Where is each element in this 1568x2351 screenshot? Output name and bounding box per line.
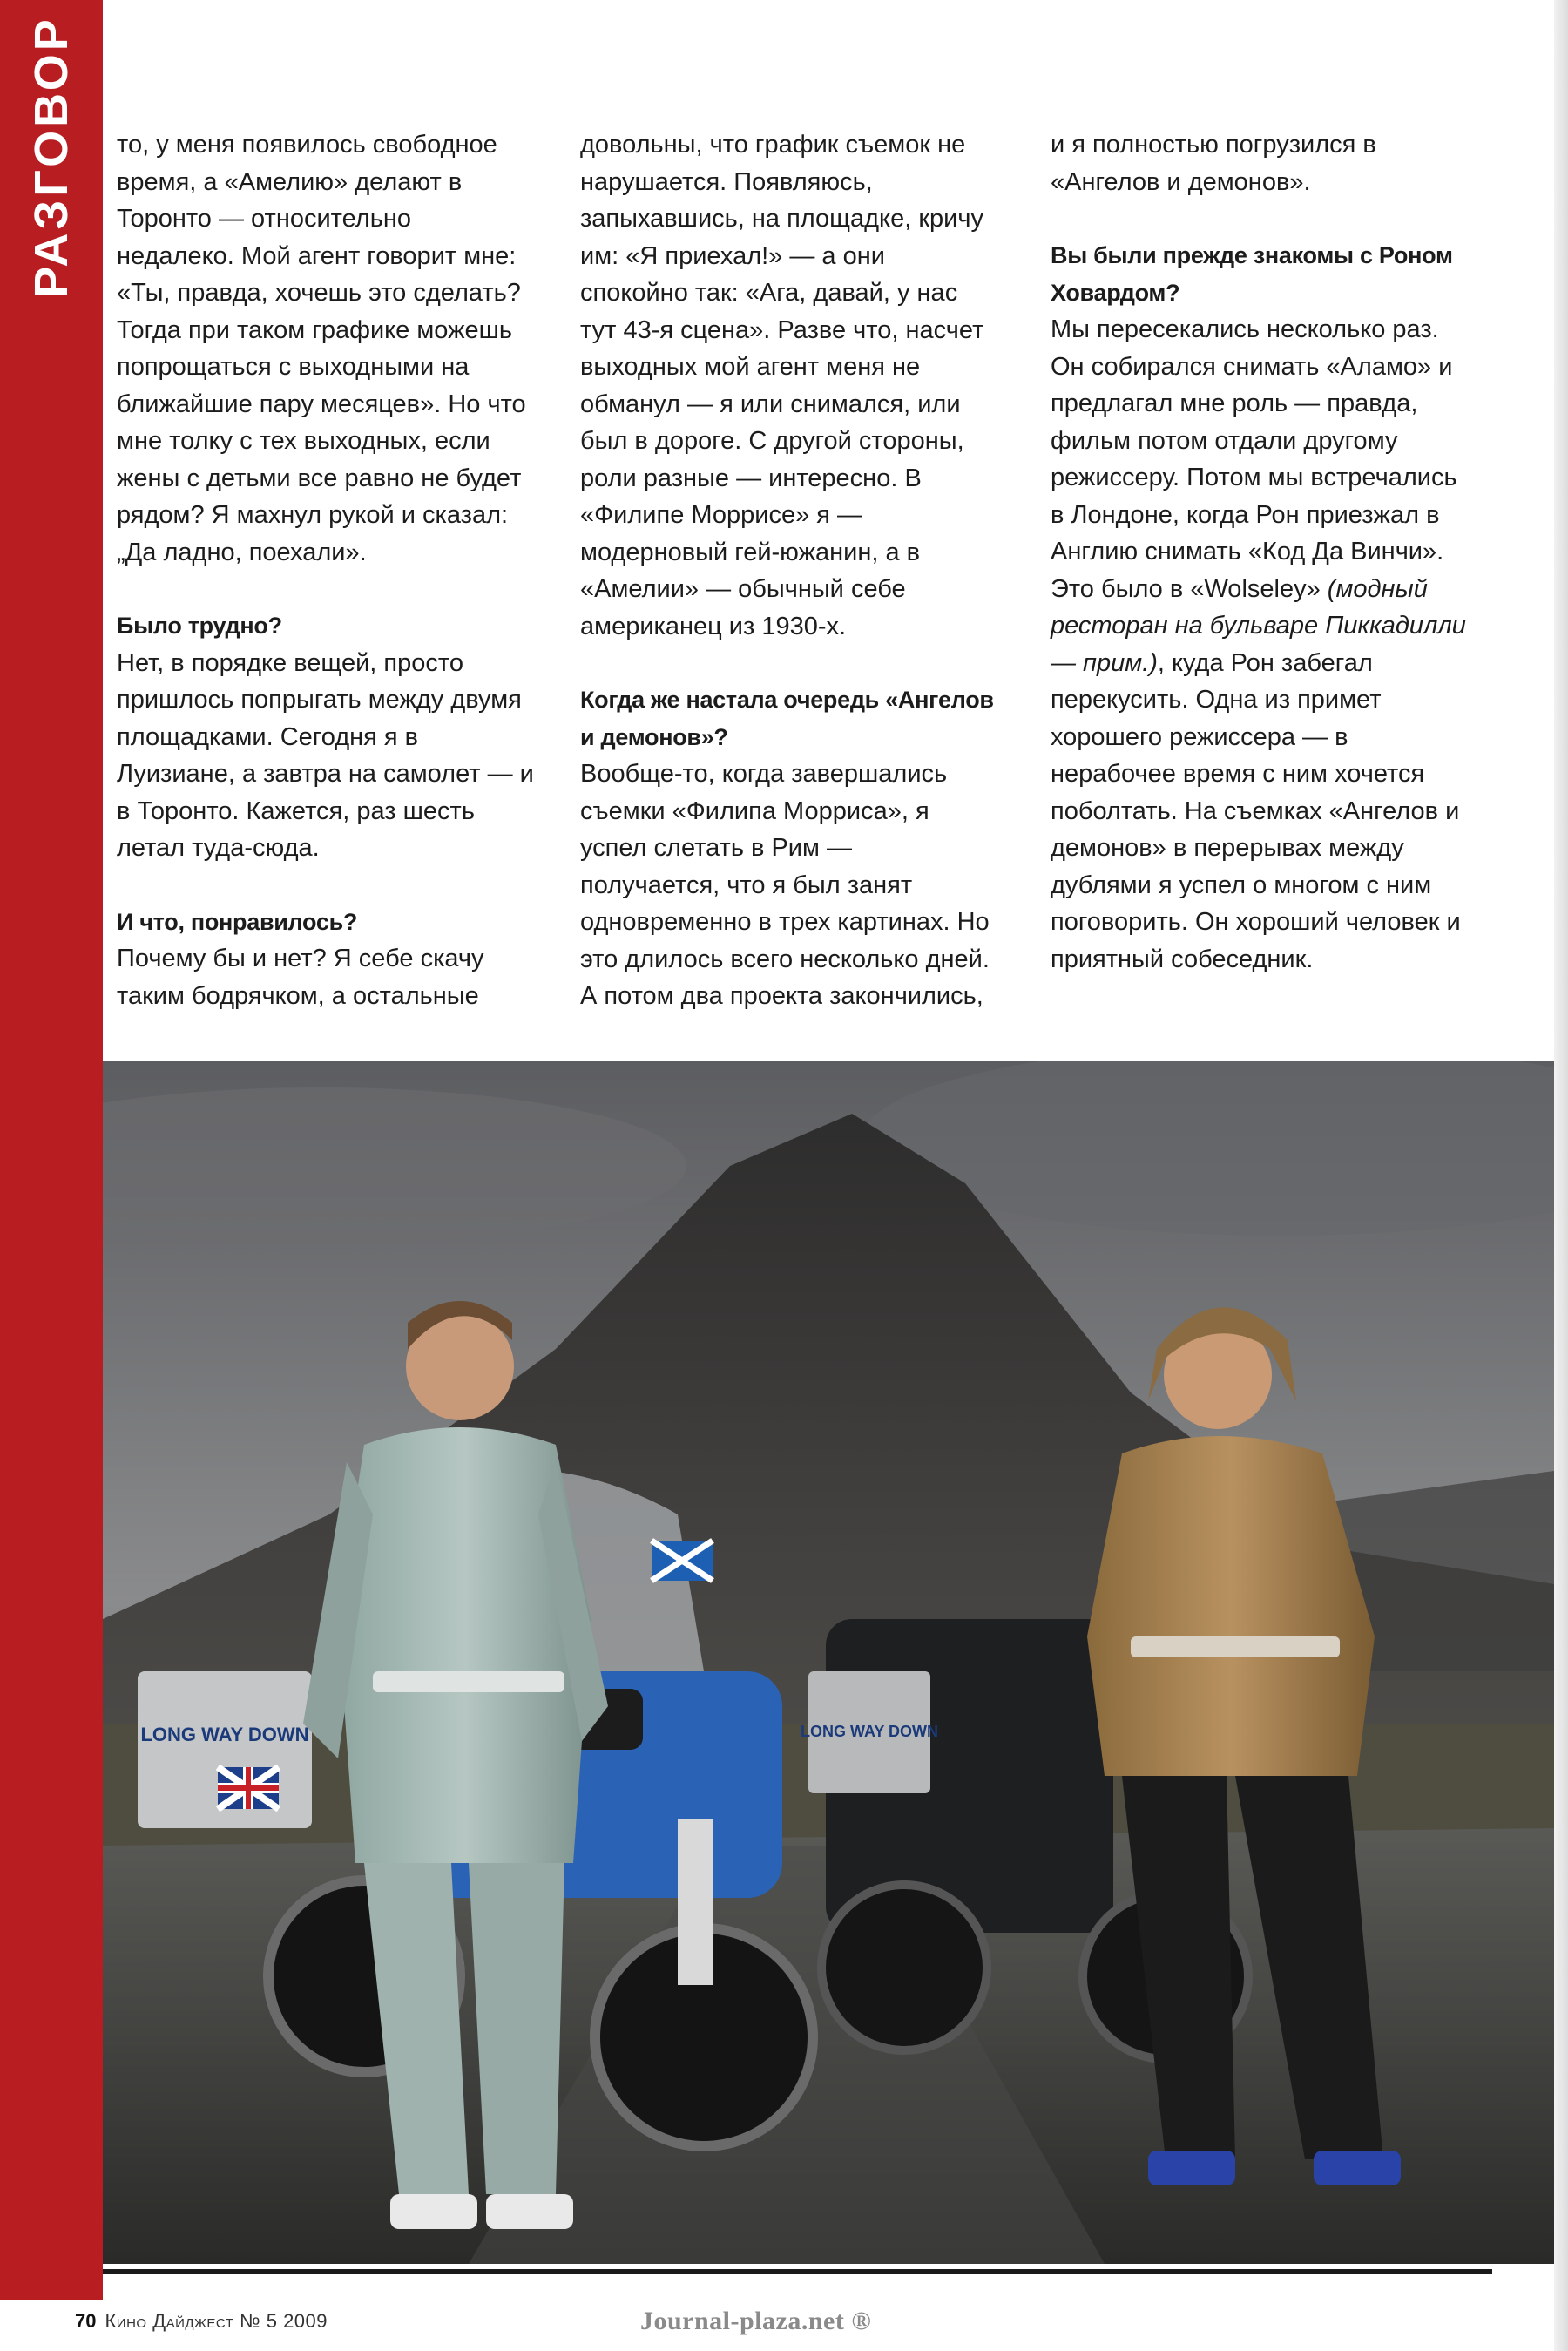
answer-paragraph: то, у меня появилось свободное время, а «Амелию» делают в Торонто — относительно недалеко. Мой агент говорит мне: «Ты, правда, хочешь это сделать? Тогда при таком графике можешь попрощаться с выходными на ближайшие пару месяцев». Но что мне толку с тех выходных, если жены с детьми все равно не будет рядом? Я махнул рукой и сказал: „Да ладно, поехали». [117,131,526,566]
svg-text:LONG WAY DOWN: LONG WAY DOWN [800,1723,939,1740]
answer-paragraph [1051,311,1469,978]
answer-paragraph: Нет, в порядке вещей, просто пришлось попрыгать между двумя площадками. Сегодня я в Луизиане, а завтра на самолет — и в Торонто. Кажется, раз шесть летал туда-сюда. [117,648,534,862]
page-footer [75,2304,328,2339]
answer-paragraph: Вообще-то, когда завершались съемки «Филипа Морриса», я успел слетать в Рим — получается, что я был занят одновременно в трех картинах. Но это длилось всего несколько дней. А потом два проекта закончились, [580,760,990,1010]
magazine-issue: Кино Дайджест № 5 2009 [105,2310,328,2332]
article-column-2 [580,126,998,1015]
page-number: 70 [75,2310,97,2332]
answer-paragraph: и я полностью погрузился в «Ангелов и демонов». [1051,131,1376,196]
section-label [19,16,84,298]
answer-text: Мы пересекались несколько раз. Он собирался снимать «Аламо» и предлагал мне роль — правда, фильм потом отдали другому режиссеру. Потом мы встречались в Лондоне, когда Рон приезжал в Англию снимать «Код Да Винчи». Это было в «Wolseley» [1051,315,1457,603]
section-sidebar [0,0,103,2300]
section-label-text: РАЗГОВОР [25,16,78,298]
article-column-1 [117,126,535,1014]
question-heading: Было трудно? [117,613,282,639]
question-heading: Вы были прежде знакомы с Роном Ховардом? [1051,242,1453,306]
answer-paragraph: довольны, что график съемок не нарушается. Появляюсь, запыхавшись, на площадке, кричу им: «Я приехал!» — а они спокойно так: «Ага, давай, у нас тут 43-я сцена». Разве что, насчет выходных мой агент меня не обманул — я или снимался, или был в дороге. С другой стороны, роли разные — интересно. В «Филипе Моррисе» я — модерновый гей-южанин, а в «Амелии» — обычный себе американец из 1930-х. [580,131,984,640]
answer-paragraph: Почему бы и нет? Я себе скачу таким бодрячком, а остальные [117,945,484,1010]
footer-rule [103,2269,1492,2274]
site-watermark: Journal-plaza.net ® [640,2307,872,2335]
question-heading: И что, понравилось? [117,908,358,935]
svg-text:LONG WAY DOWN: LONG WAY DOWN [140,1724,309,1745]
photo-two-motorcyclists [103,1061,1554,2264]
page-edge [1554,0,1568,2351]
answer-text-tail: , куда Рон забегал перекусить. Одна из примет хорошего режиссера — в нерабочее время с ним хочется поболтать. На съемках «Ангелов и демонов» в перерывах между дублями я успел о многом с ним поговорить. Он хороший человек и приятный собеседник. [1051,648,1461,973]
editor-note: (модный ресторан на бульваре Пиккадилли — прим.) [1051,574,1466,677]
article-columns [117,126,1493,1024]
article-column-3 [1051,126,1469,978]
question-heading: Когда же настала очередь «Ангелов и демонов»? [580,687,994,750]
